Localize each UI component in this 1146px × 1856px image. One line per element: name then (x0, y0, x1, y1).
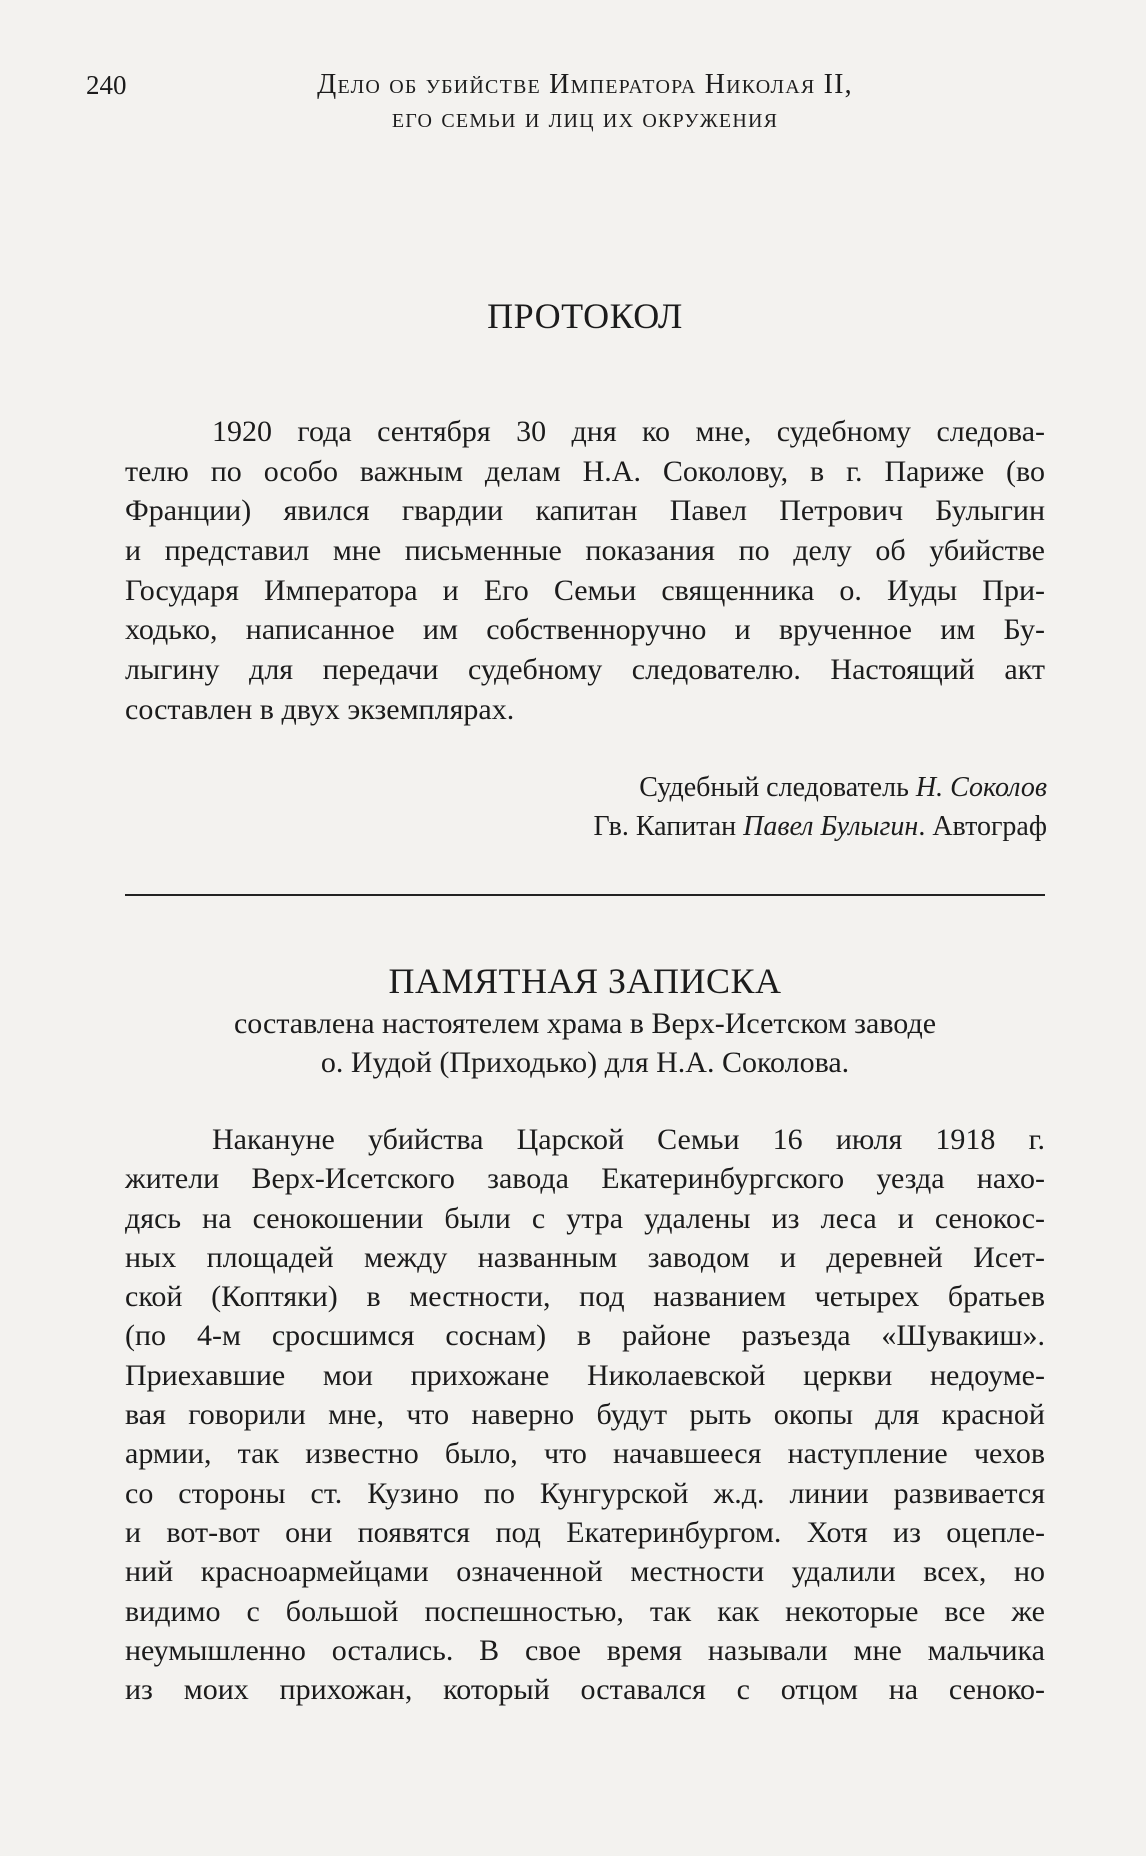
paragraph-line: составлен в двух экземплярах. (125, 692, 515, 726)
paragraph-line: дясь на сенокошении были с утра удалены из леса и сенокос- (125, 1201, 1045, 1235)
paragraph-line: Накануне убийства Царской Семьи 16 июля 1918 г. (212, 1123, 1045, 1156)
signature-label: Гв. Капитан (593, 811, 744, 842)
signature-block (125, 770, 1047, 848)
paragraph-line: Франции) явился гвардии капитан Павел Петрович Булыгин (125, 494, 1045, 528)
memo-subtitle-line: составлена настоятелем храма в Верх-Исетском заводе (233, 1007, 937, 1040)
paragraph-line: 1920 года сентября 30 дня ко мне, судебному следова- (212, 415, 1045, 448)
signature-name: Н. Соколов (915, 772, 1047, 803)
paragraph-line: вая говорили мне, что наверно будут рыть окопы для красной (125, 1398, 1045, 1432)
signature-captain (125, 809, 1047, 848)
signature-name: Павел Булыгин (743, 811, 919, 842)
paragraph-line: и вот-вот они появятся под Екатеринбургом. Хотя из оцепле- (125, 1515, 1045, 1549)
running-head-line-1: Дело об убийстве Императора Николая II, (317, 69, 853, 100)
signature-investigator (125, 770, 1047, 809)
paragraph-line: Приехавшие мои прихожане Николаевской церкви недоуме- (125, 1358, 1045, 1392)
memo-subtitle-line: о. Иудой (Приходько) для Н.А. Соколова. (320, 1046, 850, 1079)
paragraph-line: ходько, написанное им собственноручно и врученное им Бу- (125, 613, 1045, 647)
signature-suffix: . Автограф (918, 811, 1047, 842)
protocol-paragraph (125, 412, 1045, 730)
paragraph-line: видимо с большой поспешностью, так как некоторые все же (125, 1594, 1045, 1628)
paragraph-line: армии, так известно было, что начавшееся наступление чехов (125, 1437, 1045, 1471)
protocol-title: ПРОТОКОЛ (487, 296, 683, 336)
paragraph-line: ний красноармейцами означенной местности удалили всех, но (125, 1555, 1045, 1589)
paragraph-line: телю по особо важным делам Н.А. Соколову, в г. Париже (во (125, 454, 1045, 488)
signature-label: Судебный следователь (639, 772, 916, 803)
paragraph-line: (по 4-м сросшимся соснам) в районе разъезда «Шувакиш». (125, 1319, 1045, 1353)
paragraph-line: из моих прихожан, который оставался с отцом на сеноко- (125, 1673, 1045, 1707)
section-divider (125, 894, 1045, 896)
page-number: 240 (86, 70, 127, 100)
paragraph-line: и представил мне письменные показания по делу об убийстве (125, 534, 1045, 568)
paragraph-line: ных площадей между названным заводом и деревней Исет- (125, 1240, 1045, 1274)
memo-title: ПАМЯТНАЯ ЗАПИСКА (388, 961, 782, 1001)
paragraph-line: Государя Императора и Его Семьи священника о. Иуды При- (125, 573, 1045, 607)
paragraph-line: жители Верх-Исетского завода Екатеринбургского уезда нахо- (125, 1162, 1045, 1196)
memo-paragraph (125, 1120, 1045, 1709)
memo-subtitle (125, 1004, 1045, 1082)
paragraph-line: неумышленно остались. В свое время называли мне мальчика (125, 1633, 1045, 1667)
paragraph-line: со стороны ст. Кузино по Кунгурской ж.д. линии развивается (125, 1476, 1045, 1510)
paragraph-line: ской (Коптяки) в местности, под названием четырех братьев (125, 1280, 1045, 1314)
running-head-line-2: его семьи и лиц их окружения (391, 103, 779, 134)
paragraph-line: лыгину для передачи судебному следователю. Настоящий акт (125, 653, 1045, 687)
